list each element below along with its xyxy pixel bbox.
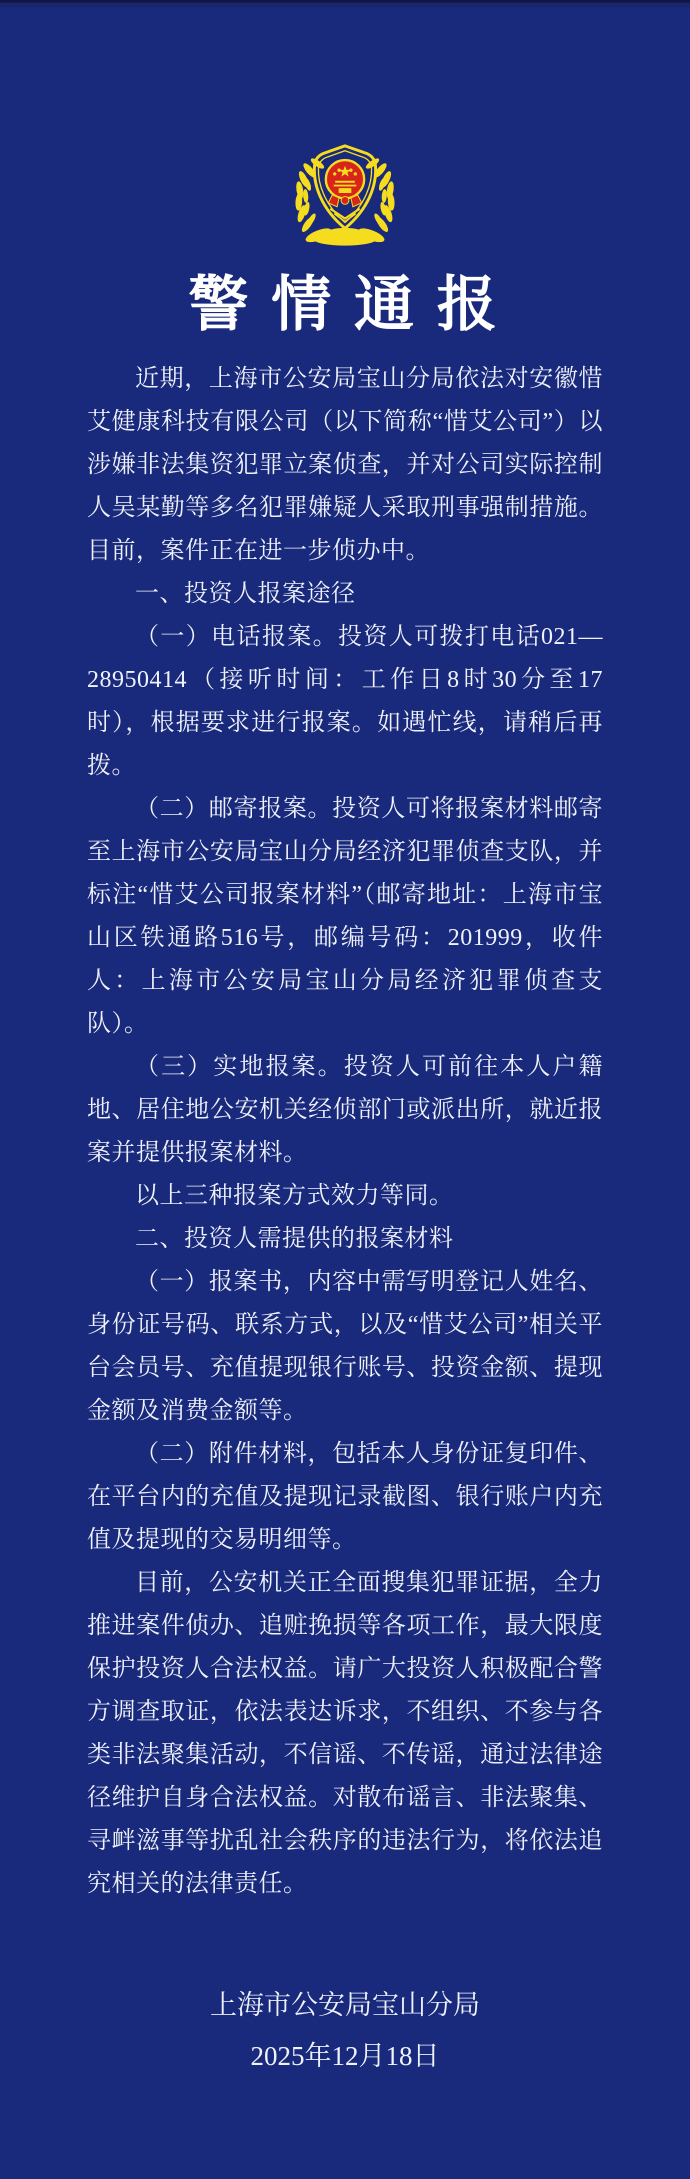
notice-paragraph: （一）电话报案。投资人可拨打电话021—28950414（接听时间：工作日8时30分至17时），根据要求进行报案。如遇忙线，请稍后再拨。	[87, 624, 603, 779]
signature-date: 2025年12月18日	[250, 2041, 440, 2071]
notice-paragraph: 以上三种报案方式效力等同。	[135, 1183, 454, 1209]
notice-paragraph: 一、投资人报案途径	[135, 581, 356, 607]
notice-body	[87, 358, 603, 1906]
notice-paragraph: （二）邮寄报案。投资人可将报案材料邮寄至上海市公安局宝山分局经济犯罪侦查支队，并标注“惜艾公司报案材料”（邮寄地址：上海市宝山区铁通路516号，邮编号码：201999，收件人：上海市公安局宝山分局经济犯罪侦查支队）。	[87, 796, 603, 1037]
notice-paragraph: 目前，公安机关正全面搜集犯罪证据，全力推进案件侦办、追赃挽损等各项工作，最大限度保护投资人合法权益。请广大投资人积极配合警方调查取证，依法表达诉求，不组织、不参与各类非法聚集活动，不信谣、不传谣，通过法律途径维护自身合法权益。对散布谣言、非法聚集、寻衅滋事等扰乱社会秩序的违法行为，将依法追究相关的法律责任。	[87, 1570, 603, 1897]
top-edge-strip	[0, 0, 690, 7]
police-emblem	[0, 138, 690, 250]
notice-paragraph: （一）报案书，内容中需写明登记人姓名、身份证号码、联系方式，以及“惜艾公司”相关平台会员号、充值提现银行账号、投资金额、提现金额及消费金额等。	[87, 1269, 603, 1424]
notice-paragraph: 近期，上海市公安局宝山分局依法对安徽惜艾健康科技有限公司（以下简称“惜艾公司”）以涉嫌非法集资犯罪立案侦查，并对公司实际控制人吴某勤等多名犯罪嫌疑人采取刑事强制措施。目前，案件正在进一步侦办中。	[87, 366, 603, 564]
notice-paragraph: （三）实地报案。投资人可前往本人户籍地、居住地公安机关经侦部门或派出所，就近报案并提供报案材料。	[87, 1054, 603, 1166]
notice-paragraph: 二、投资人需提供的报案材料	[135, 1226, 454, 1252]
police-badge-icon	[286, 138, 404, 250]
signature-block	[0, 1980, 690, 2082]
signature-issuer: 上海市公安局宝山分局	[210, 1990, 480, 2020]
notice-title: 警情通报	[188, 272, 520, 338]
notice-paragraph: （二）附件材料，包括本人身份证复印件、在平台内的充值及提现记录截图、银行账户内充值及提现的交易明细等。	[87, 1441, 603, 1553]
